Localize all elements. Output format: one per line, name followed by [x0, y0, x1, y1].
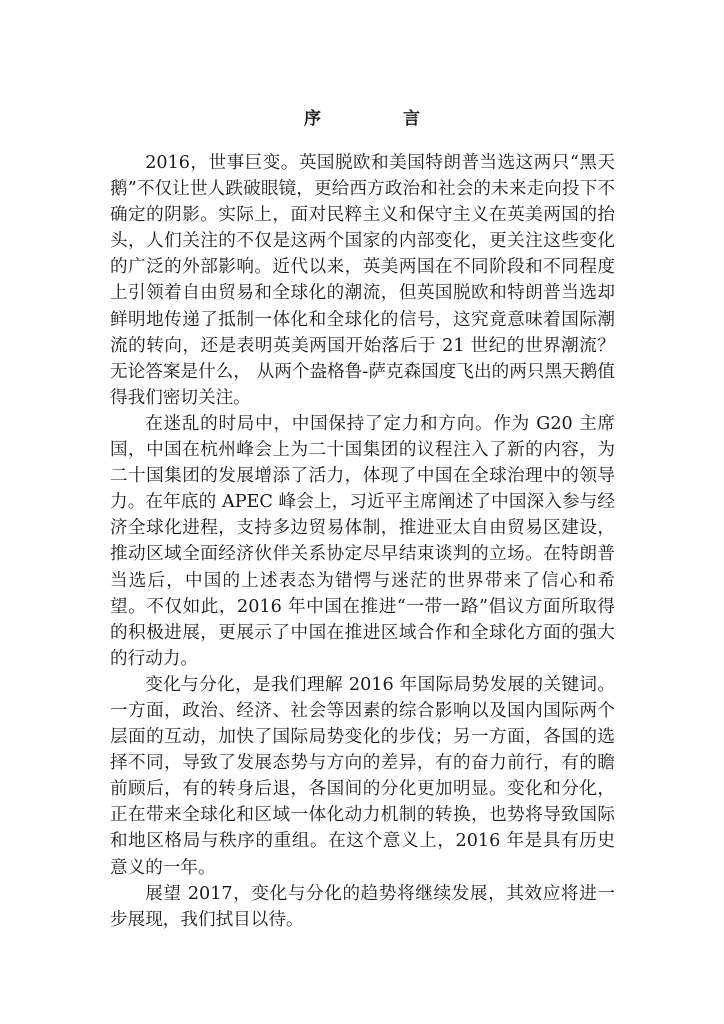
- paragraph: 在迷乱的时局中，中国保持了定力和方向。作为 G20 主席国，中国在杭州峰会上为二十国集团的议程注入了新的内容，为二十国集团的发展增添了活力，体现了中国在全球治理中的领导力。在年底的 APEC 峰会上，习近平主席阐述了中国深入参与经济全球化进程，支持多边贸易体制，推进亚太自由贸易区建设，推动区域全面经济伙伴关系协定尽早结束谈判的立场。在特朗普当选后，中国的上述表态为错愕与迷茫的世界带来了信心和希望。不仅如此，2016 年中国在推进“一带一路”倡议方面所取得的积极进展，更展示了中国在推进区域合作和全球化方面的强大的行动力。: [110, 413, 615, 669]
- page-title: 序 言: [304, 109, 458, 129]
- paragraph: 展望 2017，变化与分化的趋势将继续发展，其效应将进一步展现，我们拭目以待。: [110, 883, 615, 930]
- paragraph: 2016，世事巨变。英国脱欧和美国特朗普当选这两只“黑天鹅”不仅让世人跌破眼镜，更给西方政治和社会的未来走向投下不确定的阴影。实际上，面对民粹主义和保守主义在英美两国的抬头，人们关注的不仅是这两个国家的内部变化，更关注这些变化的广泛的外部影响。近代以来，英美两国在不同阶段和不同程度上引领着自由贸易和全球化的潮流，但英国脱欧和特朗普当选却鲜明地传递了抵制一体化和全球化的信号，这究竟意味着国际潮流的转向，还是表明英美两国开始落后于 21 世纪的世界潮流？无论答案是什么， 从两个盎格鲁-萨克森国度飞出的两只黑天鹅值得我们密切关注。: [110, 153, 615, 408]
- paragraph: 变化与分化，是我们理解 2016 年国际局势发展的关键词。一方面，政治、经济、社会等因素的综合影响以及国内国际两个层面的互动，加快了国际局势变化的步伐；另一方面，各国的选择不同，导致了发展态势与方向的差异，有的奋力前行，有的瞻前顾后，有的转身后退，各国间的分化更加明显。变化和分化，正在带来全球化和区域一体化动力机制的转换，也势将导致国际和地区格局与秩序的重组。在这个意义上，2016 年是具有历史意义的一年。: [110, 674, 615, 878]
- body-text: [110, 150, 615, 933]
